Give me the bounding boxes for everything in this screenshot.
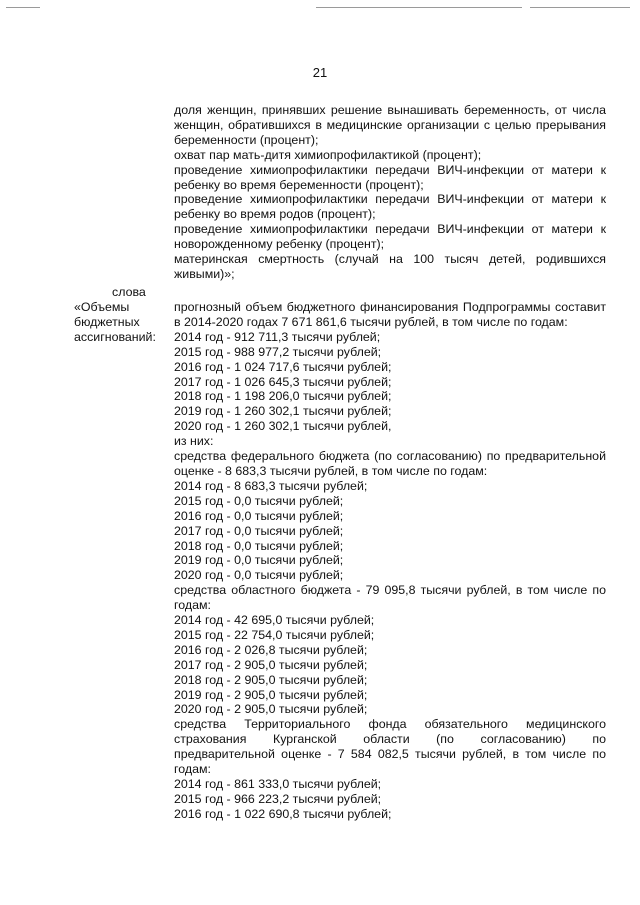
- budget-line: 2018 год - 1 198 206,0 тысячи рублей;: [174, 389, 392, 404]
- budget-line: средства Территориального фонда обязательного медицинского: [174, 717, 606, 732]
- budget-line: предварительной оценке - 7 584 082,5 тысячи рублей, в том числе по годам:: [174, 747, 606, 777]
- budget-line: 2018 год - 2 905,0 тысячи рублей;: [174, 672, 368, 687]
- indicator-line: проведение химиопрофилактики передачи ВИЧ-инфекции от матери к ребенку во время беременности (процент);: [174, 162, 606, 192]
- budget-line: 2017 год - 1 026 645,3 тысячи рублей;: [174, 374, 392, 389]
- budget-line: 2014 год - 42 695,0 тысячи рублей;: [174, 613, 375, 628]
- budget-line: 2015 год - 0,0 тысячи рублей;: [174, 493, 344, 508]
- budget-line: 2015 год - 988 977,2 тысячи рублей;: [174, 344, 382, 359]
- section-label-line: бюджетных: [74, 315, 140, 329]
- budget-line: средства областного бюджета - 79 095,8 тысячи рублей, в том числе по годам:: [174, 583, 606, 613]
- budget-line: 2018 год - 0,0 тысячи рублей;: [174, 538, 344, 553]
- budget-line: из них:: [174, 434, 214, 449]
- budget-line: страхования Курганской области (по согласованию) по: [174, 732, 606, 747]
- indicator-line: материнская смертность (случай на 100 тысяч детей, родившихся живыми)»;: [174, 252, 606, 281]
- budget-line: 2014 год - 8 683,3 тысячи рублей;: [174, 478, 368, 493]
- budget-line: 2014 год - 912 711,3 тысячи рублей;: [174, 329, 381, 344]
- budget-line: 2019 год - 2 905,0 тысячи рублей;: [174, 687, 368, 702]
- budget-line: прогнозный объем бюджетного финансирования Подпрограммы составит в 2014-2020 годах 7 671 861,6 тысячи рублей, в том числе по годам:: [174, 300, 606, 329]
- budget-line: 2017 год - 2 905,0 тысячи рублей;: [174, 657, 368, 672]
- budget-line: 2019 год - 0,0 тысячи рублей;: [174, 553, 344, 568]
- budget-line: 2015 год - 966 223,2 тысячи рублей;: [174, 791, 382, 806]
- budget-line: 2019 год - 1 260 302,1 тысячи рублей;: [174, 404, 392, 419]
- word-slova: слова: [112, 285, 146, 299]
- budget-line: 2016 год - 2 026,8 тысячи рублей;: [174, 642, 368, 657]
- section-label-line: ассигнований:: [74, 330, 156, 344]
- budget-line: средства федерального бюджета (по согласованию) по предварительной оценке - 8 683,3 тысячи рублей, в том числе по годам:: [174, 449, 606, 478]
- page-number: 21: [312, 65, 328, 80]
- budget-text: [174, 300, 606, 822]
- scan-artifact: [6, 7, 40, 8]
- budget-line: 2014 год - 861 333,0 тысячи рублей;: [174, 777, 382, 791]
- section-label: [74, 300, 170, 345]
- indicator-line: доля женщин, принявших решение вынашивать беременность, от числа женщин, обратившихся в медицинские организации с целью прерывания беременности (процент);: [174, 103, 606, 147]
- budget-line: 2016 год - 0,0 тысячи рублей;: [174, 508, 344, 523]
- budget-line: 2017 год - 0,0 тысячи рублей;: [174, 523, 344, 538]
- budget-line: 2015 год - 22 754,0 тысячи рублей;: [174, 627, 375, 642]
- budget-line: 2020 год - 1 260 302,1 тысячи рублей,: [174, 419, 392, 434]
- budget-line: 2020 год - 0,0 тысячи рублей;: [174, 568, 344, 583]
- budget-line: 2016 год - 1 022 690,8 тысячи рублей;: [174, 806, 392, 821]
- indicator-line: проведение химиопрофилактики передачи ВИЧ-инфекции от матери к ребенку во время родов (процент);: [174, 192, 606, 222]
- section-label-line: «Объемы: [74, 300, 130, 314]
- budget-line: 2016 год - 1 024 717,6 тысячи рублей;: [174, 359, 392, 374]
- budget-line: 2020 год - 2 905,0 тысячи рублей;: [174, 702, 368, 717]
- indicator-line: проведение химиопрофилактики передачи ВИЧ-инфекции от матери к новорожденному ребенку (процент);: [174, 222, 606, 252]
- scan-artifact: [316, 7, 522, 8]
- indicator-line: охват пар мать-дитя химиопрофилактикой (процент);: [174, 147, 482, 162]
- scan-artifact: [530, 7, 630, 8]
- indicator-list: [174, 103, 606, 282]
